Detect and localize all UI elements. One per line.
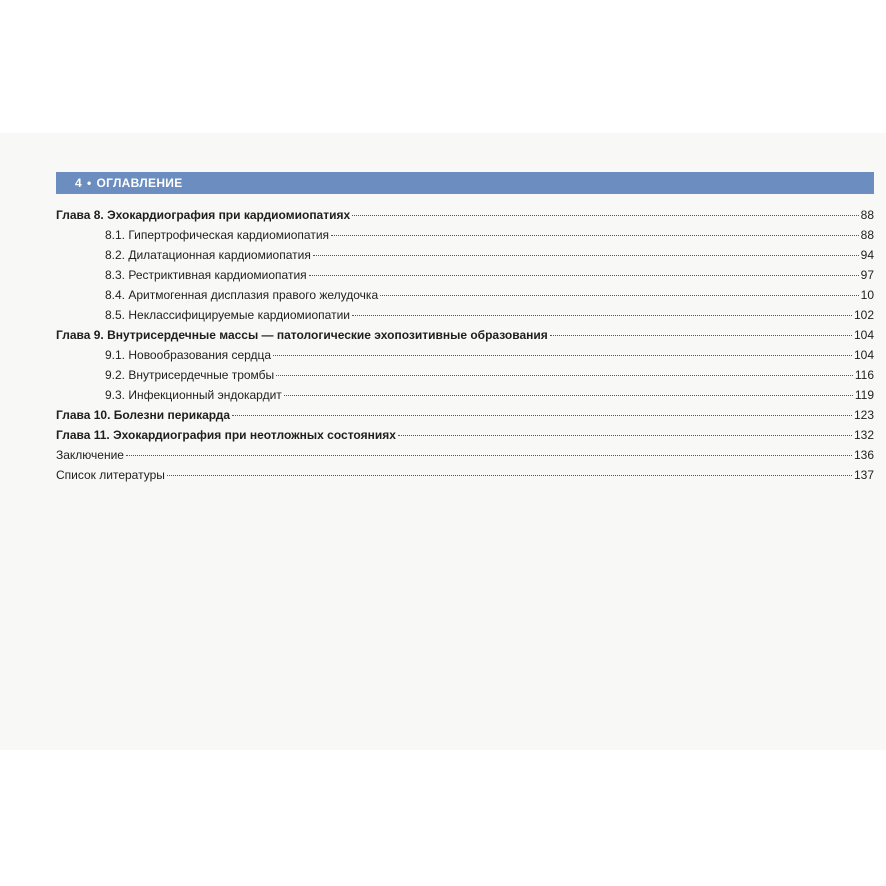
toc-references[interactable] <box>56 465 874 485</box>
dot-leader <box>126 455 852 456</box>
toc-page-number: 119 <box>854 388 874 402</box>
bleed-through-text <box>60 500 870 700</box>
dot-leader <box>313 255 859 256</box>
toc-conclusion[interactable] <box>56 445 874 465</box>
toc-chapter-11[interactable] <box>56 425 874 445</box>
toc-title: 9.3. Инфекционный эндокардит <box>105 388 282 402</box>
dot-leader <box>550 335 852 336</box>
toc-section-8-4[interactable] <box>56 285 874 305</box>
toc-title: 8.3. Рестриктивная кардиомиопатия <box>105 268 307 282</box>
toc-page-number: 10 <box>860 288 874 302</box>
toc-title: Список литературы <box>56 468 165 482</box>
header-title: ОГЛАВЛЕНИЕ <box>96 176 183 190</box>
toc-chapter-9[interactable] <box>56 325 874 345</box>
toc-chapter-8[interactable] <box>56 205 874 225</box>
dot-leader <box>276 375 853 376</box>
toc-page-number: 132 <box>853 428 874 442</box>
toc-page-number: 123 <box>853 408 874 422</box>
dot-leader <box>380 295 859 296</box>
separator-dot: • <box>86 176 92 190</box>
toc-title: 8.5. Неклассифицируемые кардиомиопатии <box>105 308 350 322</box>
toc-section-8-1[interactable] <box>56 225 874 245</box>
toc-title: 9.1. Новообразования сердца <box>105 348 272 362</box>
toc-chapter-10[interactable] <box>56 405 874 425</box>
dot-leader <box>352 215 858 216</box>
toc-page-number: 137 <box>853 468 874 482</box>
page-header <box>75 176 183 190</box>
toc-section-8-2[interactable] <box>56 245 874 265</box>
table-of-contents <box>56 205 874 485</box>
toc-page-number: 102 <box>853 308 874 322</box>
toc-section-8-5[interactable] <box>56 305 874 325</box>
dot-leader <box>309 275 859 276</box>
toc-title: 9.2. Внутрисердечные тромбы <box>105 368 275 382</box>
toc-page-number: 104 <box>853 348 874 362</box>
toc-section-9-1[interactable] <box>56 345 874 365</box>
toc-section-9-2[interactable] <box>56 365 874 385</box>
dot-leader <box>331 235 859 236</box>
toc-title: Глава 11. Эхокардиография при неотложных состояниях <box>56 428 396 442</box>
toc-section-9-3[interactable] <box>56 385 874 405</box>
dot-leader <box>398 435 852 436</box>
dot-leader <box>352 315 852 316</box>
dot-leader <box>284 395 853 396</box>
toc-title: 8.1. Гипертрофическая кардиомиопатия <box>105 228 330 242</box>
toc-page-number: 88 <box>860 228 874 242</box>
toc-title: Глава 10. Болезни перикарда <box>56 408 231 422</box>
toc-section-8-3[interactable] <box>56 265 874 285</box>
toc-page-number: 94 <box>860 248 874 262</box>
page-header-bar <box>56 172 874 194</box>
toc-title: Заключение <box>56 448 124 462</box>
dot-leader <box>167 475 852 476</box>
toc-page-number: 136 <box>853 448 874 462</box>
toc-page-number: 104 <box>853 328 874 342</box>
toc-title: Глава 8. Эхокардиография при кардиомиопатиях <box>56 208 351 222</box>
page-number: 4 <box>75 176 82 190</box>
toc-page-number: 88 <box>860 208 874 222</box>
toc-title: Глава 9. Внутрисердечные массы — патологические эхопозитивные образования <box>56 328 548 342</box>
dot-leader <box>273 355 852 356</box>
dot-leader <box>232 415 852 416</box>
toc-page-number: 97 <box>860 268 874 282</box>
toc-title: 8.2. Дилатационная кардиомиопатия <box>105 248 311 262</box>
toc-title: 8.4. Аритмогенная дисплазия правого желудочка <box>105 288 379 302</box>
toc-page-number: 116 <box>854 368 874 382</box>
